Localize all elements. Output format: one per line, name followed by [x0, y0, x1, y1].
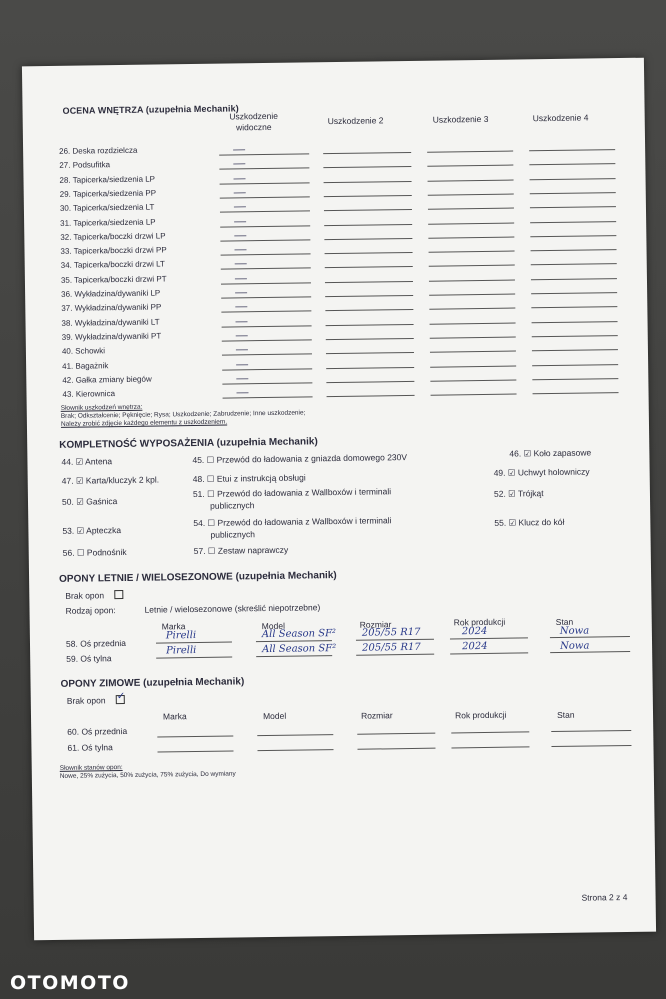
tyre-field-line[interactable]	[257, 734, 333, 736]
interior-damage-field[interactable]	[327, 395, 415, 397]
equip-57[interactable]: 57. ☐ Zestaw naprawczy	[193, 544, 289, 557]
handwritten-dash	[234, 192, 246, 193]
interior-damage-field[interactable]	[326, 338, 414, 340]
tyre-field-line[interactable]	[451, 746, 529, 748]
tyre-field-line[interactable]	[357, 748, 435, 750]
interior-row-label: 29. Tapicerka/siedzenia PP	[59, 188, 157, 199]
interior-damage-field[interactable]	[530, 221, 616, 223]
summer-row-front-label: 58. Oś przednia	[65, 637, 127, 649]
interior-damage-field[interactable]	[427, 165, 513, 167]
equip-53[interactable]: 53. ☑ Apteczka	[62, 525, 122, 536]
interior-damage-field[interactable]	[531, 292, 617, 294]
handwritten-dash	[233, 149, 245, 150]
interior-damage-field[interactable]	[325, 281, 413, 283]
interior-damage-field[interactable]	[220, 211, 310, 213]
interior-row-label: 32. Tapicerka/boczki drzwi LP	[60, 231, 166, 242]
interior-row-label: 31. Tapicerka/siedzenia LP	[60, 217, 156, 228]
equip-50[interactable]: 50. ☑ Gaśnica	[61, 496, 118, 507]
interior-damage-field[interactable]	[530, 235, 616, 237]
interior-dictionary-title: Słownik uszkodzeń wnętrza:	[60, 403, 143, 412]
interior-damage-field[interactable]	[429, 294, 515, 296]
winter-header-marka: Marka	[162, 711, 187, 722]
summer-header-stan: Stan	[555, 616, 574, 627]
tyre-field-line[interactable]	[451, 731, 529, 733]
tyre-field-line[interactable]	[356, 639, 434, 641]
summer-rear-model[interactable]: All Season SF²	[262, 643, 337, 656]
tyre-field-line[interactable]	[450, 637, 528, 639]
header-damage-4: Uszkodzenie 4	[532, 112, 589, 124]
equipment-title: KOMPLETNOŚĆ WYPOSAŻENIA (uzupełnia Mechanik)	[59, 436, 318, 451]
interior-damage-field[interactable]	[430, 365, 516, 367]
interior-damage-field[interactable]	[326, 352, 414, 354]
interior-damage-field[interactable]	[325, 266, 413, 268]
interior-damage-field[interactable]	[428, 236, 514, 238]
summer-front-marka[interactable]: Pirelli	[165, 630, 197, 642]
summer-front-model[interactable]: All Season SF²	[261, 628, 337, 641]
document-page	[22, 58, 656, 941]
equip-51[interactable]: 51. ☐ Przewód do ładowania z Wallboxów i terminali	[192, 486, 392, 500]
equip-47[interactable]: 47. ☑ Karta/kluczyk 2 kpl.	[61, 474, 160, 486]
equip-45[interactable]: 45. ☐ Przewód do ładowania z gniazda domowego 230V	[192, 452, 408, 466]
interior-damage-field[interactable]	[220, 182, 310, 184]
interior-row-label: 40. Schowki	[61, 346, 106, 357]
interior-row-label: 35. Tapicerka/boczki drzwi PT	[60, 274, 167, 285]
tyre-field-line[interactable]	[551, 745, 631, 747]
interior-row-label: 36. Wykładzina/dywaniki LP	[61, 288, 161, 299]
tyre-field-line[interactable]	[450, 652, 528, 654]
interior-row-label: 26. Deska rozdzielcza	[59, 145, 138, 156]
equip-49[interactable]: 49. ☑ Uchwyt holowniczy	[493, 466, 590, 478]
summer-front-rozmiar[interactable]: 205/55 R17	[361, 626, 421, 639]
interior-damage-field[interactable]	[427, 151, 513, 153]
interior-row-label: 39. Wykładzina/dywaniki PT	[61, 331, 162, 342]
summer-brak-label: Brak opon	[65, 590, 105, 601]
interior-row-label: 41. Bagażnik	[62, 360, 109, 371]
equip-51-cont: publicznych	[210, 500, 255, 511]
page-number: Strona 2 z 4	[581, 892, 628, 903]
tyre-field-line[interactable]	[256, 655, 332, 657]
interior-damage-field[interactable]	[325, 252, 413, 254]
interior-damage-field[interactable]	[531, 249, 617, 251]
interior-damage-field[interactable]	[325, 309, 413, 311]
tyre-field-line[interactable]	[257, 749, 333, 751]
summer-tyres-title: OPONY LETNIE / WIELOSEZONOWE (uzupełnia Mechanik)	[59, 570, 337, 585]
interior-row-label: 43. Kierownica	[62, 389, 116, 399]
tyre-field-line[interactable]	[551, 730, 631, 732]
interior-damage-field[interactable]	[324, 223, 412, 225]
otomoto-logo: OTOMOTO	[10, 972, 130, 994]
handwritten-dash	[237, 392, 249, 393]
summer-brak-checkbox[interactable]	[114, 590, 123, 599]
tyre-field-line[interactable]	[256, 640, 332, 642]
interior-damage-field[interactable]	[531, 263, 617, 265]
interior-damage-field[interactable]	[220, 196, 310, 198]
interior-damage-field[interactable]	[323, 166, 411, 168]
interior-damage-field[interactable]	[530, 192, 616, 194]
winter-header-rok: Rok produkcji	[454, 709, 507, 721]
interior-damage-field[interactable]	[324, 181, 412, 183]
handwritten-dash	[236, 349, 248, 350]
header-damage-visible: Uszkodzenie widoczne	[229, 110, 279, 133]
interior-damage-field[interactable]	[430, 336, 516, 338]
tyre-field-line[interactable]	[156, 642, 232, 644]
winter-brak-checkbox[interactable]	[116, 695, 125, 704]
equip-52[interactable]: 52. ☑ Trójkąt	[493, 488, 544, 499]
winter-header-model: Model	[262, 710, 287, 722]
interior-row-label: 30. Tapicerka/siedzenia LT	[59, 202, 155, 214]
interior-damage-field[interactable]	[530, 206, 616, 208]
interior-damage-field[interactable]	[532, 321, 618, 323]
tyre-states-text: Nowe, 25% zużycia, 50% zużycia, 75% zużycia, Do wymiany	[59, 770, 236, 780]
interior-row-label: 33. Tapicerka/boczki drzwi PP	[60, 245, 167, 256]
interior-row-label: 37. Wykładzina/dywaniki PP	[61, 302, 162, 314]
interior-damage-field[interactable]	[325, 295, 413, 297]
tyre-field-line[interactable]	[357, 733, 435, 735]
interior-damage-field[interactable]	[532, 335, 618, 337]
interior-damage-field[interactable]	[221, 311, 311, 313]
winter-row-rear-label: 61. Oś tylna	[67, 742, 113, 753]
interior-row-label: 34. Tapicerka/boczki drzwi LT	[60, 259, 165, 271]
interior-row-label: 28. Tapicerka/siedzenia LP	[59, 174, 156, 185]
interior-damage-field[interactable]	[222, 339, 312, 341]
equip-55[interactable]: 55. ☑ Klucz do kół	[494, 516, 565, 528]
interior-damage-field[interactable]	[221, 282, 311, 284]
summer-row-rear-label: 59. Oś tylna	[66, 653, 112, 664]
winter-tyres-title: OPONY ZIMOWE (uzupełnia Mechanik)	[60, 676, 245, 690]
interior-damage-field[interactable]	[429, 265, 515, 267]
interior-damage-field[interactable]	[430, 322, 516, 324]
handwritten-dash	[234, 178, 246, 179]
interior-damage-field[interactable]	[531, 306, 617, 308]
interior-photo-note: Należy zrobić zdjęcie każdego elementu z uszkodzeniem.	[60, 418, 228, 428]
summer-rear-rozmiar[interactable]: 205/55 R17	[362, 641, 421, 654]
header-damage-2: Uszkodzenie 2	[327, 115, 384, 127]
equip-46[interactable]: 46. ☑ Koło zapasowe	[509, 447, 592, 459]
handwritten-dash	[234, 235, 246, 236]
interior-row-label: 38. Wykładzina/dywaniki LT	[61, 317, 160, 328]
winter-row-front-label: 60. Oś przednia	[67, 725, 128, 737]
interior-row-label: 42. Gałka zmiany biegów	[62, 374, 152, 385]
interior-damage-field[interactable]	[428, 193, 514, 195]
tyre-field-line[interactable]	[550, 636, 630, 638]
interior-damage-field[interactable]	[428, 222, 514, 224]
handwritten-dash	[236, 335, 248, 336]
interior-damage-field[interactable]	[324, 238, 412, 240]
interior-damage-field[interactable]	[222, 325, 312, 327]
summer-header-model: Model	[261, 620, 285, 632]
summer-rear-marka[interactable]: Pirelli	[166, 645, 197, 657]
interior-damage-field[interactable]	[532, 364, 618, 366]
interior-damage-field[interactable]	[532, 349, 618, 351]
interior-damage-field[interactable]	[219, 153, 309, 155]
handwritten-dash	[234, 221, 246, 222]
handwritten-dash	[234, 206, 246, 207]
interior-damage-field[interactable]	[223, 396, 313, 398]
handwritten-dash	[235, 249, 247, 250]
summer-brak-row	[65, 590, 126, 601]
tyre-field-line[interactable]	[157, 735, 233, 737]
interior-dictionary-text: Brak; Odkształcenie; Pęknięcie; Rysa; Uszkodzenie; Zabrudzenie; Inne uszkodzenie;	[60, 409, 306, 420]
equip-54-cont: publicznych	[210, 529, 255, 540]
interior-title: OCENA WNĘTRZA (uzupełnia Mechanik)	[62, 103, 239, 116]
interior-damage-field[interactable]	[222, 368, 312, 370]
summer-rear-stan[interactable]: Nowa	[560, 640, 590, 652]
interior-damage-field[interactable]	[222, 382, 312, 384]
interior-row-label: 27. Podsufitka	[59, 160, 111, 171]
handwritten-dash	[235, 292, 247, 293]
tyre-field-line[interactable]	[550, 651, 630, 653]
interior-damage-field[interactable]	[219, 168, 309, 170]
interior-damage-field[interactable]	[530, 178, 616, 180]
winter-header-rozmiar: Rozmiar	[360, 710, 393, 721]
equip-44[interactable]: 44. ☑ Antena	[61, 456, 113, 467]
interior-damage-field[interactable]	[532, 378, 618, 380]
handwritten-dash	[236, 378, 248, 379]
summer-rear-rok[interactable]: 2024	[461, 640, 488, 653]
interior-damage-field[interactable]	[431, 394, 517, 396]
header-damage-3: Uszkodzenie 3	[432, 113, 489, 125]
tyre-field-line[interactable]	[156, 657, 232, 659]
equip-48[interactable]: 48. ☐ Etui z instrukcją obsługi	[192, 472, 306, 485]
interior-damage-field[interactable]	[429, 308, 515, 310]
handwritten-dash	[236, 364, 248, 365]
tyre-field-line[interactable]	[158, 750, 234, 752]
interior-damage-field[interactable]	[324, 209, 412, 211]
handwritten-dash	[235, 264, 247, 265]
summer-front-stan[interactable]: Nowa	[559, 625, 590, 637]
handwritten-dash	[235, 278, 247, 279]
summer-front-rok[interactable]: 2024	[461, 625, 488, 638]
handwritten-dash	[236, 321, 248, 322]
interior-damage-field[interactable]	[533, 392, 619, 394]
interior-damage-field[interactable]	[221, 268, 311, 270]
interior-damage-field[interactable]	[326, 381, 414, 383]
interior-damage-field[interactable]	[428, 179, 514, 181]
interior-damage-field[interactable]	[429, 251, 515, 253]
equip-54[interactable]: 54. ☐ Przewód do ładowania z Wallboxów i terminali	[193, 515, 392, 529]
summer-header-rok: Rok produkcji	[453, 616, 506, 628]
interior-damage-field[interactable]	[324, 195, 412, 197]
interior-damage-field[interactable]	[531, 278, 617, 280]
interior-damage-field[interactable]	[222, 354, 312, 356]
interior-damage-field[interactable]	[326, 366, 414, 368]
interior-damage-field[interactable]	[220, 239, 310, 241]
interior-damage-field[interactable]	[429, 279, 515, 281]
interior-damage-field[interactable]	[430, 379, 516, 381]
handwritten-dash	[235, 307, 247, 308]
interior-damage-field[interactable]	[323, 152, 411, 154]
winter-header-stan: Stan	[556, 709, 575, 720]
handwritten-dash	[233, 164, 245, 165]
interior-damage-field[interactable]	[430, 351, 516, 353]
interior-damage-field[interactable]	[428, 208, 514, 210]
interior-damage-field[interactable]	[220, 225, 310, 227]
tyre-states-title: Słownik stanów opon:	[59, 764, 123, 772]
winter-brak-label: Brak opon	[66, 695, 106, 706]
winter-brak-row	[67, 695, 128, 706]
interior-damage-field[interactable]	[221, 253, 311, 255]
interior-damage-field[interactable]	[529, 149, 615, 151]
tyre-field-line[interactable]	[356, 654, 434, 656]
interior-damage-field[interactable]	[326, 324, 414, 326]
summer-type-value: Letnie / wielosezonowe (skreślić niepotrzebne)	[144, 602, 321, 615]
summer-type-label: Rodzaj opon:	[65, 605, 116, 616]
summer-header-rozmiar: Rozmiar	[359, 619, 392, 630]
summer-header-marka: Marka	[161, 621, 186, 632]
interior-damage-field[interactable]	[529, 163, 615, 165]
equip-56[interactable]: 56. ☐ Podnośnik	[62, 546, 127, 558]
interior-damage-field[interactable]	[221, 296, 311, 298]
